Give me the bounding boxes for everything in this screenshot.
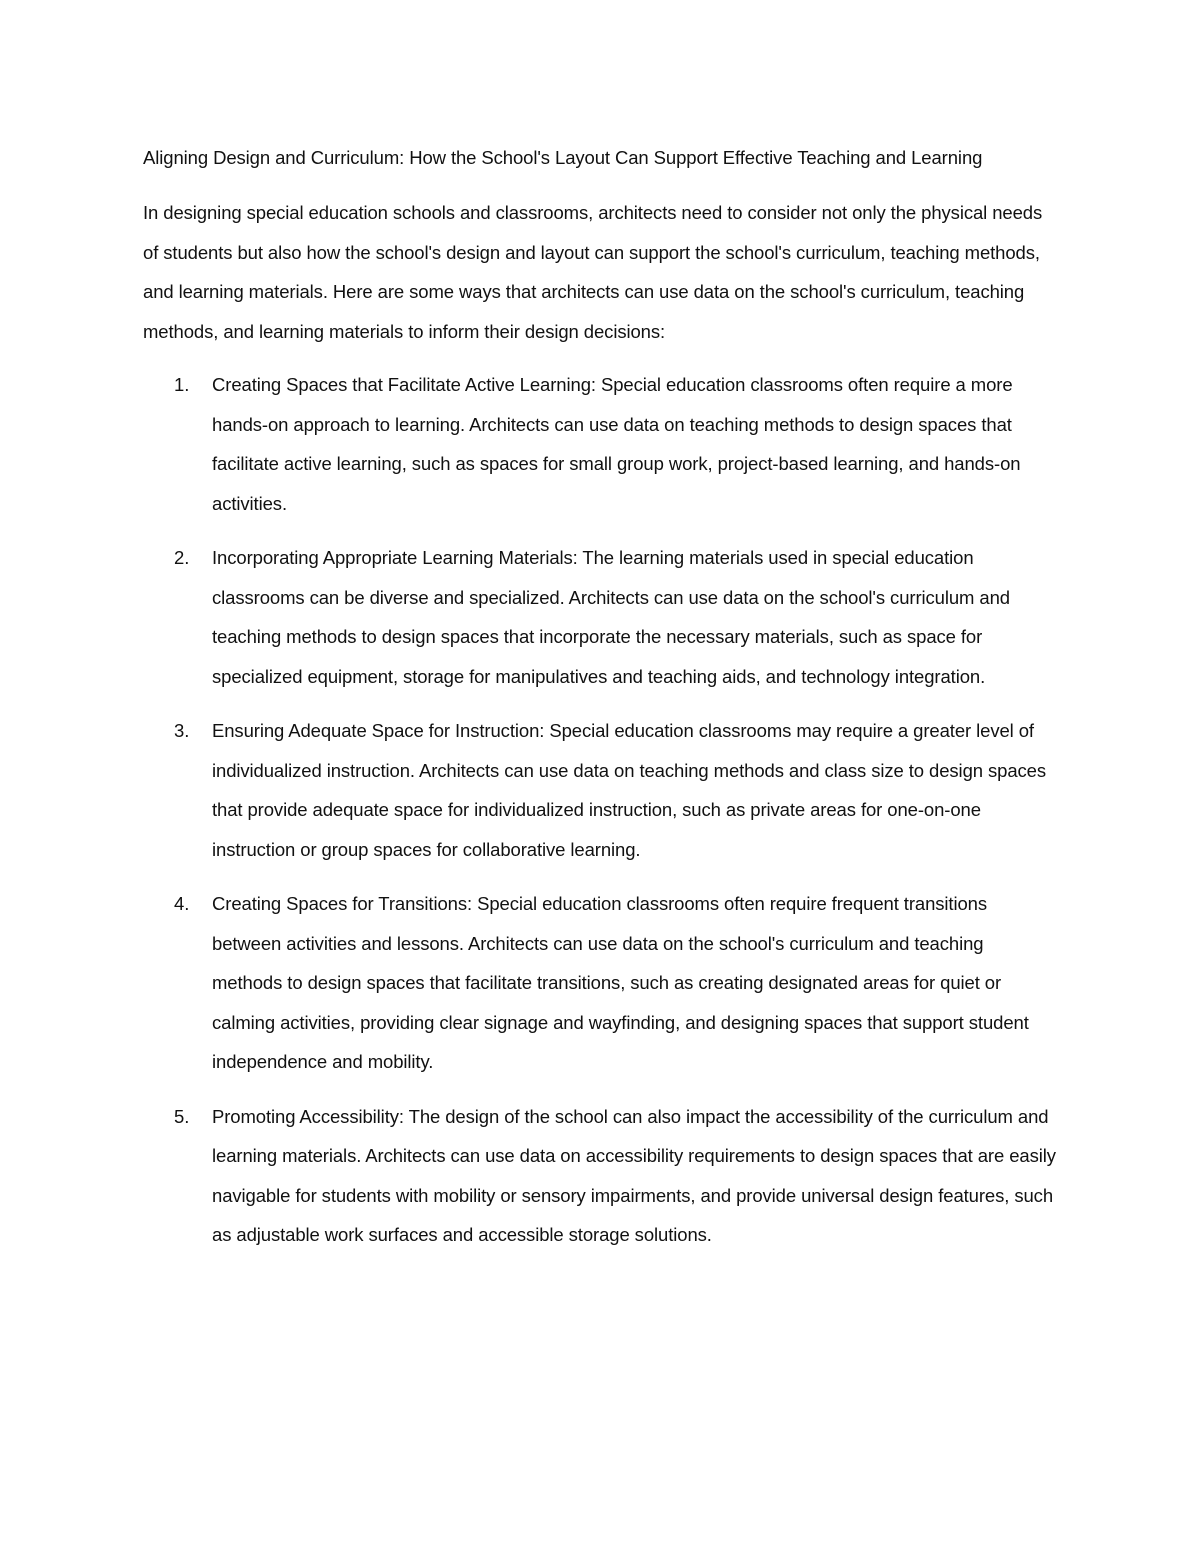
list-item [143, 884, 1058, 1082]
list-item-text: Creating Spaces that Facilitate Active Learning: Special education classrooms often require a more hands-on approach to learning. Architects can use data on teaching methods to design spaces that facilitate active learning, such as spaces for small group work, project-based learning, and hands-on activities. [212, 374, 1021, 514]
list-item-number: 3. [174, 720, 190, 741]
numbered-list [143, 365, 1058, 1255]
list-item-number: 2. [174, 547, 190, 568]
list-item [143, 1097, 1058, 1255]
list-item-text: Promoting Accessibility: The design of the school can also impact the accessibility of the curriculum and learning materials. Architects can use data on accessibility requirements to design spaces that are easily navigable for students with mobility or sensory impairments, and provide universal design features, such as adjustable work surfaces and accessible storage solutions. [212, 1105, 1056, 1245]
list-item-text: Creating Spaces for Transitions: Special education classrooms often require frequent transitions between activities and lessons. Architects can use data on the school's curriculum and teaching methods to design spaces that facilitate transitions, such as creating designated areas for quiet or calming activities, providing clear signage and wayfinding, and designing spaces that support student independence and mobility. [212, 893, 1029, 1072]
list-item [143, 365, 1058, 523]
list-item-number: 1. [174, 374, 190, 395]
list-item-number: 5. [174, 1105, 190, 1127]
list-item [143, 538, 1058, 696]
list-item-text: Ensuring Adequate Space for Instruction: Special education classrooms may require a greater level of individualized instruction. Architects can use data on teaching methods and class size to design spaces that provide adequate space for individualized instruction, such as private areas for one-on-one instruction or group spaces for collaborative learning. [212, 720, 1046, 860]
document-title: Aligning Design and Curriculum: How the School's Layout Can Support Effective Teaching and Learning [143, 147, 983, 168]
document-body [143, 138, 1058, 1270]
list-item-number: 4. [174, 893, 190, 914]
list-item [143, 711, 1058, 869]
intro-paragraph: In designing special education schools and classrooms, architects need to consider not only the physical needs of students but also how the school's design and layout can support the school's curriculum, teaching methods, and learning materials. Here are some ways that architects can use data on the school's curriculum, teaching methods, and learning materials to inform their design decisions: [143, 202, 1043, 342]
list-item-text: Incorporating Appropriate Learning Materials: The learning materials used in special education classrooms can be diverse and specialized. Architects can use data on the school's curriculum and teaching methods to design spaces that incorporate the necessary materials, such as space for specialized equipment, storage for manipulatives and teaching aids, and technology integration. [212, 547, 1010, 687]
